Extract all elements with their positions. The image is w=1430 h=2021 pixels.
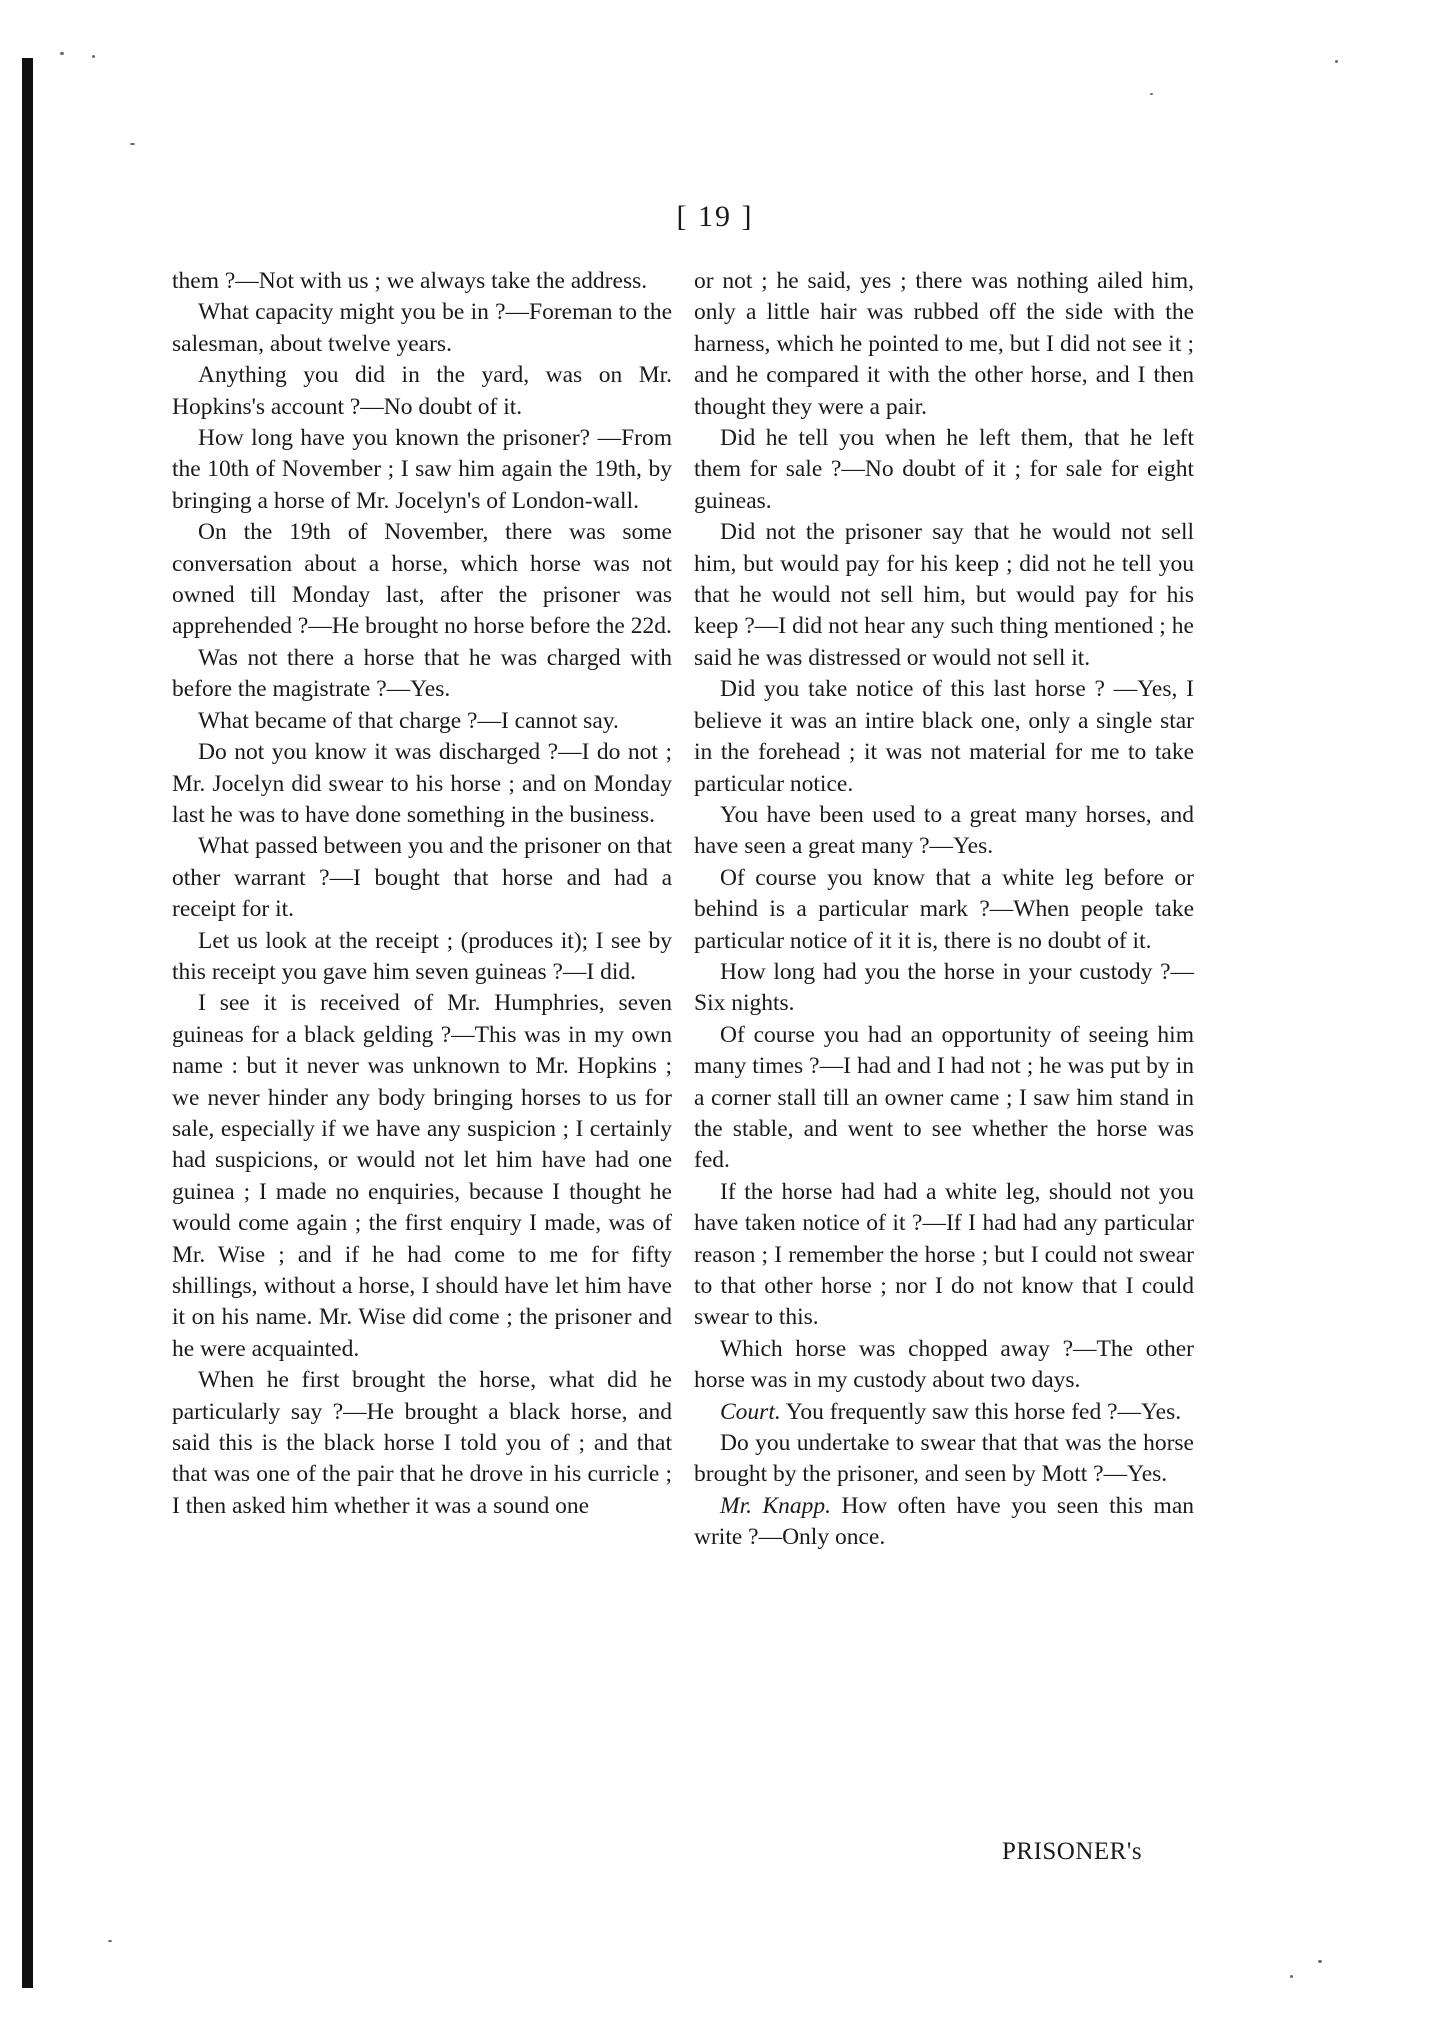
paragraph: On the 19th of November, there was some conversation about a horse, which horse was not owned till Monday last, after the prisoner was apprehended ?—He brought no horse before the 22d. <box>172 519 672 640</box>
paragraph: How long have you known the prisoner? —From the 10th of November ; I saw him again the 19th, by bringing a horse of Mr. Jocelyn's of London-wall. <box>172 425 672 514</box>
page-number: [ 19 ] <box>676 200 754 233</box>
paragraph: What capacity might you be in ?—Foreman to the salesman, about twelve years. <box>172 299 672 357</box>
paragraph: How long had you the horse in your custody ?—Six nights. <box>694 958 1194 1017</box>
paragraph: When he first brought the horse, what did he particularly say ?—He brought a black horse, and said this is the black horse I told you of ; and that that was one of the pair that he drove in his curricle ; I then asked him whether it was a sound one <box>172 1367 672 1519</box>
left-column <box>172 266 672 1522</box>
right-column <box>694 266 1194 1554</box>
paragraph: or not ; he said, yes ; there was nothing ailed him, only a little hair was rubbed off the side with the harness, which he pointed to me, but I did not see it ; and he compared it with the other horse, and I then thought they were a pair. <box>694 268 1194 420</box>
scan-speck <box>1335 60 1338 63</box>
speech-text: You frequently saw this horse fed ?—Yes. <box>780 1398 1182 1425</box>
scan-speck <box>92 55 95 58</box>
speaker-label: Court. <box>720 1398 781 1425</box>
paragraph: Which horse was chopped away ?—The other horse was in my custody about two days. <box>694 1335 1194 1394</box>
speaker-label: Mr. Knapp. <box>720 1492 832 1519</box>
scan-speck <box>60 52 64 55</box>
paragraph: Do not you know it was discharged ?—I do not ; Mr. Jocelyn did swear to his horse ; and on Monday last he was to have done something in the business. <box>172 739 672 828</box>
paragraph <box>694 1491 1194 1554</box>
paragraph: Did not the prisoner say that he would not sell him, but would pay for his keep ; did not he tell you that he would not sell him, but would pay for his keep ?—I did not hear any such thing mentioned ; he said he was distressed or would not sell it. <box>694 519 1194 671</box>
scan-speck <box>130 143 135 145</box>
paragraph: What became of that charge ?—I cannot say. <box>198 707 619 734</box>
paragraph: them ?—Not with us ; we always take the address. <box>172 268 648 294</box>
paragraph: Anything you did in the yard, was on Mr. Hopkins's account ?—No doubt of it. <box>172 362 672 420</box>
speech-text: How often have you seen this man write ?—Only once. <box>694 1492 1194 1551</box>
scan-speck <box>1290 1975 1293 1978</box>
paragraph: Of course you had an opportunity of seeing him many times ?—I had and I had not ; he was put by in a corner stall till an owner came ; I saw him stand in the stable, and went to see whether the horse was fed. <box>694 1021 1194 1174</box>
paragraph: Let us look at the receipt ; (produces it); I see by this receipt you gave him seven guineas ?—I did. <box>172 927 672 985</box>
catchword: PRISONER's <box>1002 1838 1143 1865</box>
paragraph: You have been used to a great many horses, and have seen a great many ?—Yes. <box>694 801 1194 860</box>
paragraph: What passed between you and the prisoner on that other warrant ?—I bought that horse and had a receipt for it. <box>172 833 672 923</box>
scan-speck <box>1318 1960 1322 1963</box>
scan-speck <box>1150 93 1153 95</box>
paragraph: Was not there a horse that he was charged with before the magistrate ?—Yes. <box>172 644 672 703</box>
paragraph <box>694 1397 1194 1428</box>
paragraph: Do you undertake to swear that that was the horse brought by the prisoner, and seen by Mott ?—Yes. <box>694 1430 1194 1488</box>
paragraph: Did you take notice of this last horse ? —Yes, I believe it was an intire black one, only a single star in the forehead ; it was not material for me to take particular notice. <box>694 676 1194 797</box>
paragraph: Did he tell you when he left them, that he left them for sale ?—No doubt of it ; for sale for eight guineas. <box>694 425 1194 514</box>
paragraph: I see it is received of Mr. Humphries, seven guineas for a black gelding ?—This was in my own name : but it never was unknown to Mr. Hopkins ; we never hinder any body bringing horses to us for sale, especially if we have any suspicion ; I certainly had suspicions, or would not let him have had one guinea ; I made no enquiries, because I thought he would come again ; the first enquiry I made, was of Mr. Wise ; and if he had come to me for fifty shillings, without a horse, I should have let him have it on his name. Mr. Wise did come ; the prisoner and he were acquainted. <box>172 990 672 1362</box>
paragraph: Of course you know that a white leg before or behind is a particular mark ?—When people take particular notice of it it is, there is no doubt of it. <box>694 864 1194 954</box>
paragraph: If the horse had had a white leg, should not you have taken notice of it ?—If I had had any particular reason ; I remember the horse ; but I could not swear to that other horse ; nor I do not know that I could swear to this. <box>694 1178 1194 1331</box>
binding-edge <box>22 58 33 1988</box>
scan-speck <box>108 1940 112 1942</box>
